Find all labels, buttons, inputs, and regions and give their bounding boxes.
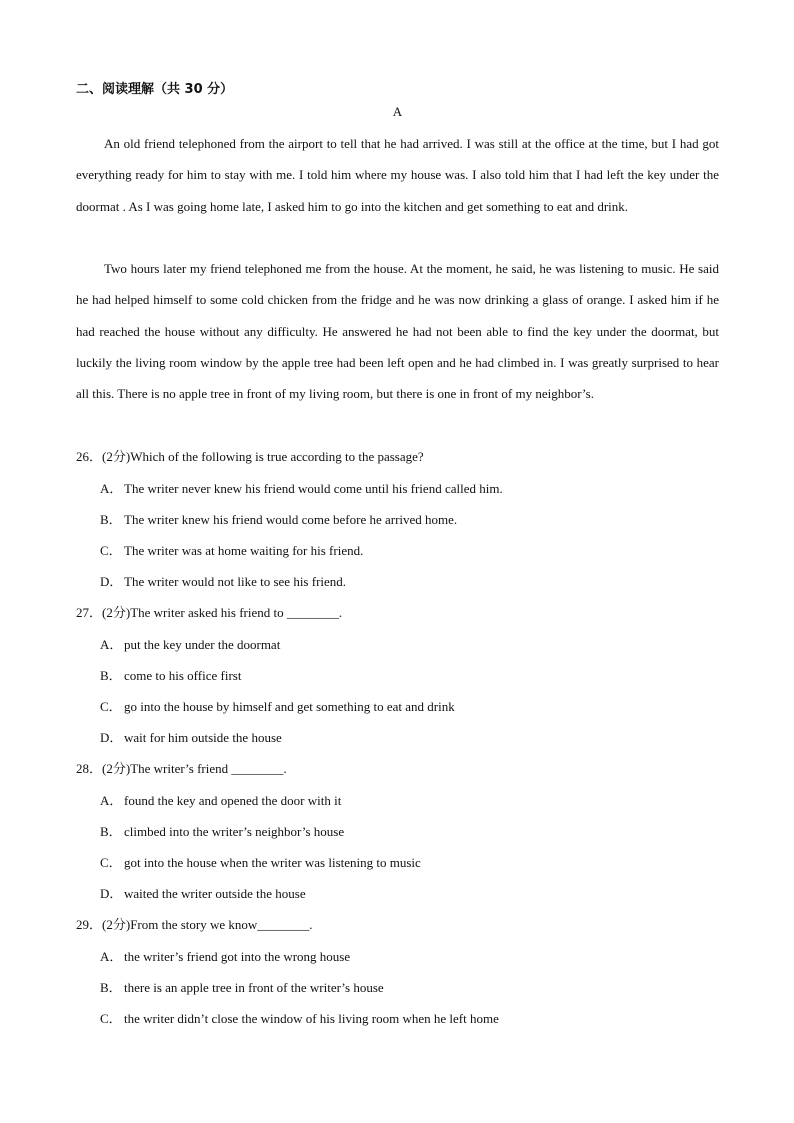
question-points: (2分) [102, 917, 131, 932]
question-stem: The writer asked his friend to ________. [130, 605, 343, 620]
option-text: there is an apple tree in front of the writer’s house [124, 980, 384, 995]
option-text: The writer never knew his friend would come until his friend called him. [124, 481, 503, 496]
option-letter: C． [100, 855, 122, 870]
option-28-a[interactable] [100, 790, 341, 809]
option-text: waited the writer outside the house [124, 886, 306, 901]
option-letter: A． [100, 637, 123, 652]
question-number: 27． [76, 605, 103, 620]
option-text: climbed into the writer’s neighbor’s house [124, 824, 345, 839]
option-text: found the key and opened the door with it [124, 793, 342, 808]
option-letter: C． [100, 1011, 122, 1026]
option-28-c[interactable] [100, 852, 421, 871]
option-letter: B． [100, 512, 122, 527]
option-letter: D． [100, 574, 123, 589]
question-points: (2分) [102, 761, 131, 776]
option-text: got into the house when the writer was listening to music [124, 855, 421, 870]
option-text: the writer didn’t close the window of his living room when he left home [124, 1011, 499, 1026]
option-letter: C． [100, 699, 122, 714]
option-text: the writer’s friend got into the wrong house [124, 949, 351, 964]
passage-label: A [392, 104, 403, 119]
question-26 [76, 446, 719, 465]
option-letter: A． [100, 949, 123, 964]
option-letter: B． [100, 824, 122, 839]
option-letter: B． [100, 668, 122, 683]
question-number: 26． [76, 449, 103, 464]
option-text: The writer was at home waiting for his friend. [124, 543, 364, 558]
option-letter: A． [100, 481, 123, 496]
passage-paragraph-2: Two hours later my friend telephoned me from the house. At the moment, he said, he was listening to music. He said he had helped himself to some cold chicken from the fridge and he was now drinking a glass of orange. I asked him if he had reached the house without any difficulty. He answered he had not been able to find the key under the doormat, but luckily the living room window by the apple tree had been left open and he had climbed in. I was greatly surprised to hear all this. There is no apple tree in front of my living room, but there is one in front of my neighbor’s. [76, 261, 719, 402]
question-29 [76, 914, 719, 933]
option-28-d[interactable] [100, 883, 306, 902]
option-27-c[interactable] [100, 696, 455, 715]
option-text: The writer would not like to see his friend. [124, 574, 347, 589]
question-points: (2分) [102, 605, 131, 620]
option-26-a[interactable] [100, 478, 503, 497]
option-text: go into the house by himself and get something to eat and drink [124, 699, 455, 714]
option-letter: C． [100, 543, 122, 558]
question-stem: The writer’s friend ________. [130, 761, 287, 776]
section-title: 二、阅读理解（共 30 分） [76, 82, 234, 97]
option-letter: A． [100, 793, 123, 808]
option-29-a[interactable] [100, 946, 350, 965]
option-26-d[interactable] [100, 571, 346, 590]
question-number: 28． [76, 761, 103, 776]
question-number: 29． [76, 917, 103, 932]
question-27 [76, 602, 719, 621]
option-29-b[interactable] [100, 977, 384, 996]
option-29-c[interactable] [100, 1008, 499, 1027]
option-letter: B． [100, 980, 122, 995]
question-28 [76, 758, 719, 777]
option-letter: D． [100, 730, 123, 745]
question-stem: Which of the following is true according to the passage? [130, 449, 424, 464]
option-letter: D． [100, 886, 123, 901]
option-26-b[interactable] [100, 509, 457, 528]
passage-paragraph-1: An old friend telephoned from the airport to tell that he had arrived. I was still at the office at the time, but I had got everything ready for him to stay with me. I told him where my house was. I also told him that I had left the key under the doormat . As I was going home late, I asked him to go into the kitchen and get something to eat and drink. [76, 136, 719, 214]
option-text: come to his office first [124, 668, 242, 683]
option-26-c[interactable] [100, 540, 363, 559]
option-text: wait for him outside the house [124, 730, 282, 745]
option-27-d[interactable] [100, 727, 282, 746]
option-text: The writer knew his friend would come before he arrived home. [124, 512, 458, 527]
option-27-a[interactable] [100, 634, 280, 653]
option-27-b[interactable] [100, 665, 241, 684]
question-points: (2分) [102, 449, 131, 464]
option-28-b[interactable] [100, 821, 344, 840]
question-stem: From the story we know________. [130, 917, 313, 932]
option-text: put the key under the doormat [124, 637, 281, 652]
